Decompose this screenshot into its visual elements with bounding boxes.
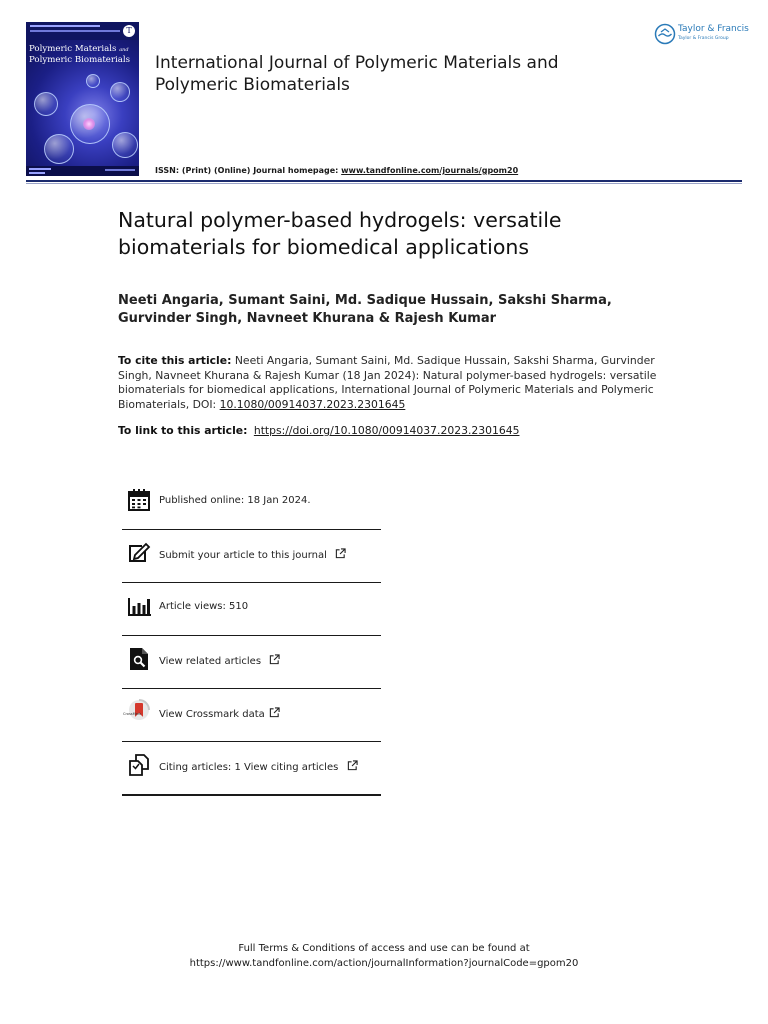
article-doi-url-link[interactable]: https://doi.org/10.1080/00914037.2023.2301645	[253, 424, 520, 437]
published-online-label: Published online: 18 Jan 2024.	[159, 495, 311, 506]
citation-text: Neeti Angaria, Sumant Saini, Md. Sadique Hussain, Sakshi Sharma, Gurvinder Singh, Navneet Khurana & Rajesh Kumar (18 Jan 2024): Natural polymer-based hydrogels: versatile biomaterials for biomedical applications, International Journal of Polymeric Materials and Polymeric Biomaterials, DOI:	[118, 354, 657, 411]
published-online-row	[122, 477, 381, 530]
external-link-icon	[347, 760, 358, 771]
journal-homepage-link[interactable]: www.tandfonline.com/journals/gpom20	[341, 166, 519, 175]
journal-cover-image	[26, 22, 139, 176]
submit-article-text: Submit your article to this journal	[159, 550, 327, 561]
article-views-row	[122, 583, 381, 636]
publisher-group: Taylor & Francis Group	[678, 36, 729, 41]
doi-link[interactable]: 10.1080/00914037.2023.2301645	[219, 397, 406, 411]
cover-title-line2: Polymeric Biomaterials	[29, 55, 131, 65]
related-articles-label	[159, 654, 280, 667]
submit-article-row[interactable]	[122, 530, 381, 583]
external-link-icon	[335, 548, 346, 559]
header-divider-thin	[26, 183, 742, 184]
article-authors: Neeti Angaria, Sumant Saini, Md. Sadique Hussain, Sakshi Sharma, Gurvinder Singh, Navneet Khurana & Rajesh Kumar	[118, 293, 612, 326]
article-info-list	[122, 477, 381, 796]
submit-article-label	[159, 548, 346, 561]
article-link-block	[118, 424, 678, 439]
calendar-icon	[126, 487, 152, 513]
article-link-label: To link to this article:	[118, 424, 248, 437]
publisher-logo-icon	[654, 23, 676, 45]
citing-icon	[126, 752, 152, 778]
related-articles-text: View related articles	[159, 656, 262, 667]
citing-articles-label	[159, 760, 358, 773]
crossmark-label	[159, 707, 280, 720]
citing-articles-row[interactable]	[122, 742, 381, 796]
cover-publisher-mark: T	[123, 25, 135, 37]
external-link-icon	[269, 707, 280, 718]
citation-block	[118, 354, 678, 412]
citing-articles-text: Citing articles: 1 View citing articles	[159, 762, 339, 773]
bar-chart-icon	[126, 593, 152, 619]
cover-title-line1: Polymeric Materials	[29, 44, 117, 54]
related-articles-row[interactable]	[122, 636, 381, 689]
article-views-label: Article views: 510	[159, 601, 249, 612]
cover-footer	[26, 166, 139, 176]
journal-title: International Journal of Polymeric Materials and Polymeric Biomaterials	[155, 53, 559, 95]
terms-footer-line1: Full Terms & Conditions of access and use can be found at	[238, 943, 530, 954]
terms-footer-url[interactable]: https://www.tandfonline.com/action/journalInformation?journalCode=gpom20	[189, 958, 579, 969]
cover-top-band	[26, 22, 139, 40]
crossmark-row[interactable]	[122, 689, 381, 742]
crossmark-text: View Crossmark data	[159, 709, 265, 720]
external-link-icon	[269, 654, 280, 665]
cover-title	[29, 44, 137, 65]
issn-line	[155, 166, 518, 175]
search-document-icon	[126, 646, 152, 672]
publisher-name: Taylor & Francis	[678, 24, 749, 34]
cover-title-and: and	[119, 47, 129, 53]
header-divider	[26, 180, 742, 182]
publisher-logo[interactable]	[654, 23, 754, 47]
article-title: Natural polymer-based hydrogels: versatile biomaterials for biomedical applications	[118, 208, 562, 259]
citation-label: To cite this article:	[118, 354, 232, 367]
edit-icon	[126, 540, 152, 566]
issn-text: ISSN: (Print) (Online) Journal homepage:	[155, 166, 339, 175]
terms-footer	[0, 941, 768, 971]
crossmark-badge-text: CrossMark	[123, 712, 142, 716]
